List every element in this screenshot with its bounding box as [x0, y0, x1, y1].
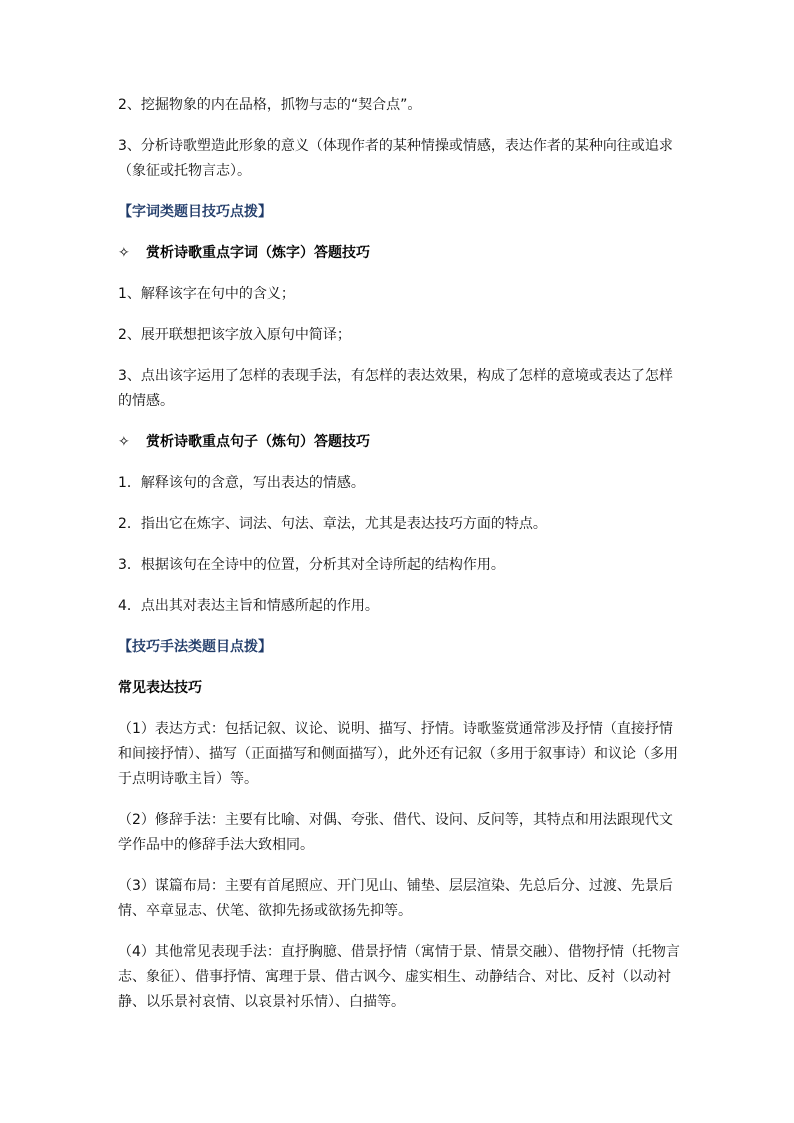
paragraph: 2、展开联想把该字放入原句中简译；	[118, 327, 351, 343]
diamond-bullet-icon: ✧	[118, 245, 130, 261]
paragraph: （1）表达方式：包括记叙、议论、说明、描写、抒情。诗歌鉴赏通常涉及抒情（直接抒情和间接抒情）、描写（正面描写和侧面描写），此外还有记叙（多用于叙事诗）和议论（多用于点明诗歌主旨）等。	[118, 721, 678, 787]
subsection-heading: 常见表达技巧	[118, 680, 202, 696]
paragraph: （3）谋篇布局：主要有首尾照应、开门见山、铺垫、层层渲染、先总后分、过渡、先景后情、卒章显志、伏笔、欲抑先扬或欲扬先抑等。	[118, 878, 673, 919]
subsection-heading	[118, 241, 686, 266]
subsection-heading	[118, 430, 686, 455]
paragraph: 3．根据该句在全诗中的位置，分析其对全诗所起的结构作用。	[118, 557, 505, 573]
paragraph: 3、点出该字运用了怎样的表现手法，有怎样的表达效果，构成了怎样的意境或表达了怎样的情感。	[118, 368, 673, 409]
paragraph: 2、挖掘物象的内在品格，抓物与志的“契合点”。	[118, 97, 422, 113]
paragraph: （4）其他常见表现手法：直抒胸臆、借景抒情（寓情于景、情景交融）、借物抒情（托物言志、象征）、借事抒情、寓理于景、借古讽今、虚实相生、动静结合、对比、反衬（以动衬静、以乐景衬哀情、以哀景衬乐情）、白描等。	[118, 944, 680, 1010]
document-body	[118, 93, 686, 1031]
section-heading: 【字词类题目技巧点拨】	[118, 204, 272, 220]
paragraph: （2）修辞手法：主要有比喻、对偶、夸张、借代、设问、反问等，其特点和用法跟现代文学作品中的修辞手法大致相同。	[118, 812, 673, 853]
paragraph: 4．点出其对表达主旨和情感所起的作用。	[118, 598, 379, 614]
section-heading: 【技巧手法类题目点拨】	[118, 639, 272, 655]
paragraph: 1、解释该字在句中的含义；	[118, 286, 295, 302]
diamond-bullet-icon: ✧	[118, 434, 130, 450]
paragraph: 1．解释该句的含意，写出表达的情感。	[118, 475, 365, 491]
subsection-heading-text: 赏析诗歌重点字词（炼字）答题技巧	[146, 245, 370, 261]
paragraph: 2．指出它在炼字、词法、句法、章法，尤其是表达技巧方面的特点。	[118, 516, 547, 532]
paragraph: 3、分析诗歌塑造此形象的意义（体现作者的某种情操或情感，表达作者的某种向往或追求（象征或托物言志）。	[118, 138, 673, 179]
subsection-heading-text: 赏析诗歌重点句子（炼句）答题技巧	[146, 434, 370, 450]
